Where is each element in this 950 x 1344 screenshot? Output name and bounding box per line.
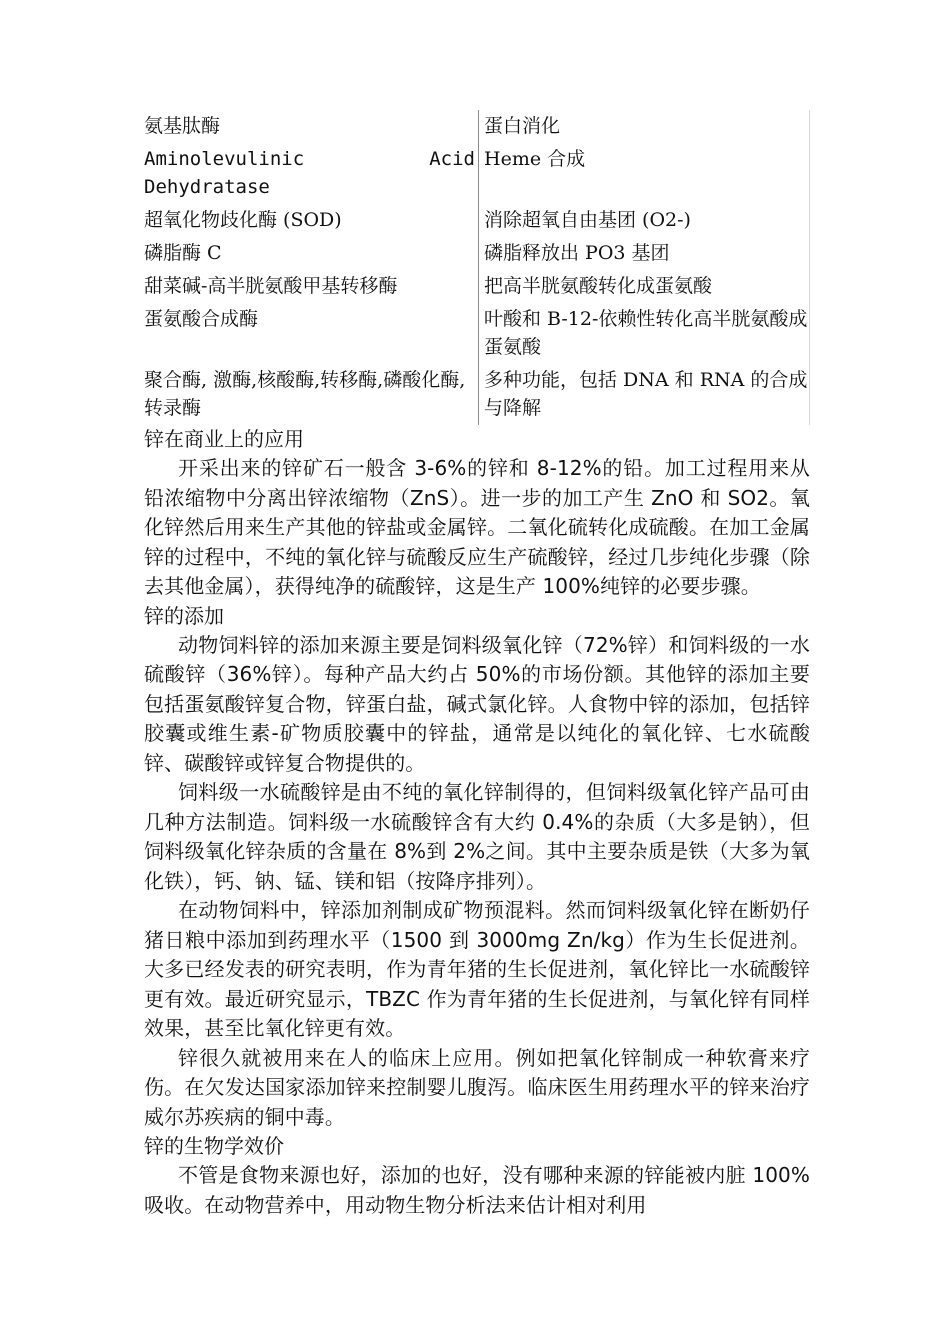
enzyme-cell: 聚合酶, 激酶,核酸酶,转移酶,磷酸化酶,转录酶 [144,364,479,425]
paragraph: 锌很久就被用来在人的临床上应用。例如把氧化锌制成一种软膏来疗伤。在欠发达国家添加锌来控制婴儿腹泻。临床医生用药理水平的锌来治疗威尔苏疾病的铜中毒。 [144,1045,810,1129]
table-row [144,237,810,270]
function-cell: 蛋白消化 [479,110,810,143]
section-heading: 锌的添加 [144,603,224,628]
enzyme-cell: 氨基肽酶 [144,110,479,143]
enzyme-cell: 超氧化物歧化酶 (SOD) [144,204,479,237]
enzyme-cell: 蛋氨酸合成酶 [144,303,479,364]
table-row [144,303,810,364]
table-row [144,110,810,143]
paragraph: 动物饲料锌的添加来源主要是饲料级氧化锌（72%锌）和饲料级的一水硫酸锌（36%锌）。每种产品大约占 50%的市场份额。其他锌的添加主要包括蛋氨酸锌复合物，锌蛋白盐，碱式氯化锌。人食物中锌的添加，包括锌胶囊或维生素-矿物质胶囊中的锌盐，通常是以纯化的氧化锌、七水硫酸锌、碳酸锌或锌复合物提供的。 [144,632,810,775]
function-cell: Heme 合成 [479,143,810,204]
table-row [144,364,810,425]
paragraph: 不管是食物来源也好，添加的也好，没有哪种来源的锌能被内脏 100%吸收。在动物营养中，用动物生物分析法来估计相对利用 [144,1163,810,1217]
enzyme-cell: Aminolevulinic Acid Dehydratase [144,143,479,204]
function-cell: 消除超氧自由基团 (O2-) [479,204,810,237]
enzyme-cell: 磷脂酶 C [144,237,479,270]
enzyme-function-table [144,110,810,425]
function-cell: 多种功能，包括 DNA 和 RNA 的合成与降解 [479,364,810,425]
paragraph: 开采出来的锌矿石一般含 3-6%的锌和 8-12%的铅。加工过程用来从铅浓缩物中分离出锌浓缩物（ZnS）。进一步的加工产生 ZnO 和 SO2。氧化锌然后用来生产其他的锌盐或金属锌。二氧化硫转化成硫酸。在加工金属锌的过程中，不纯的氧化锌与硫酸反应生产硫酸锌，经过几步纯化步骤（除去其他金属），获得纯净的硫酸锌，这是生产 100%纯锌的必要步骤。 [144,456,810,598]
function-cell: 叶酸和 B-12-依赖性转化高半胱氨酸成蛋氨酸 [479,303,810,364]
function-cell: 把高半胱氨酸转化成蛋氨酸 [479,270,810,303]
section-heading: 锌的生物学效价 [144,1134,284,1158]
section-heading: 锌在商业上的应用 [144,427,304,451]
table-row [144,143,810,204]
paragraph: 在动物饲料中，锌添加剂制成矿物预混料。然而饲料级氧化锌在断奶仔猪日粮中添加到药理水平（1500 到 3000mg Zn/kg）作为生长促进剂。大多已经发表的研究表明，作为青年猪的生长促进剂，氧化锌比一水硫酸锌更有效。最近研究显示，TBZC 作为青年猪的生长促进剂，与氧化锌有同样效果，甚至比氧化锌更有效。 [144,898,810,1040]
table-row [144,270,810,303]
function-cell: 磷脂释放出 PO3 基团 [479,237,810,270]
enzyme-cell: 甜菜碱-高半胱氨酸甲基转移酶 [144,270,479,303]
paragraph: 饲料级一水硫酸锌是由不纯的氧化锌制得的，但饲料级氧化锌产品可由几种方法制造。饲料级一水硫酸锌含有大约 0.4%的杂质（大多是钠），但饲料级氧化锌杂质的含量在 8%到 2%之间。其中主要杂质是铁（大多为氧化铁），钙、钠、锰、镁和铝（按降序排列）。 [144,780,810,893]
document-page [144,108,810,1220]
table-row [144,204,810,237]
